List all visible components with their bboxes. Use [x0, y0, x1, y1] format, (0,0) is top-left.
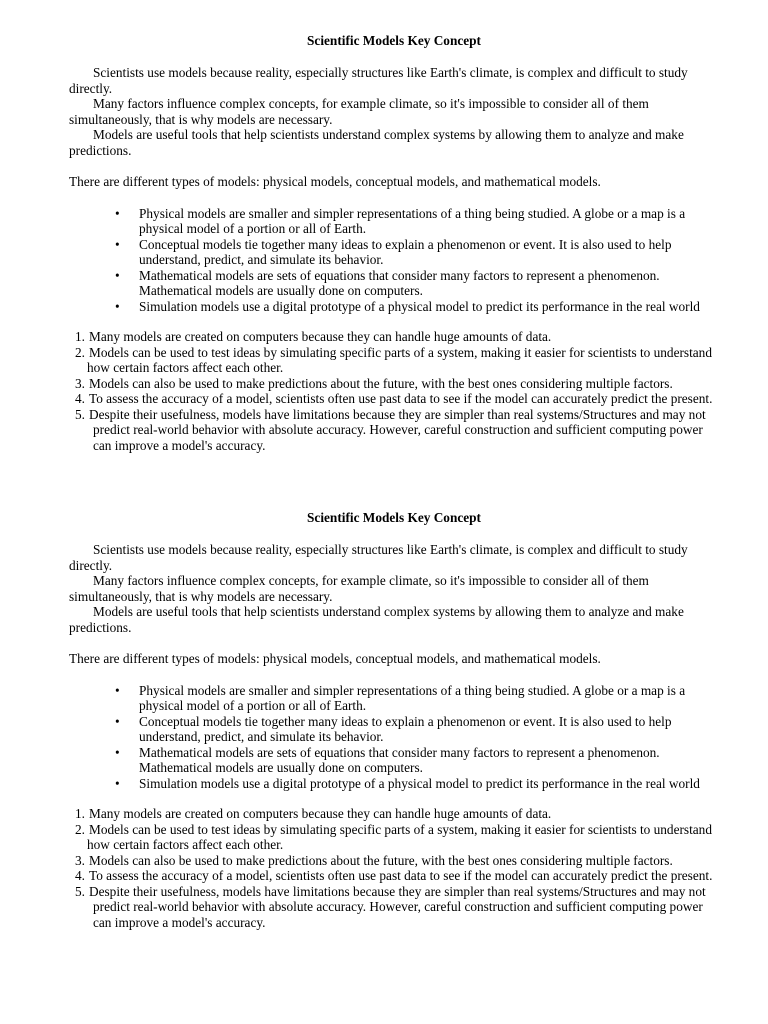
intro-text: There are different types of models: physical models, conceptual models, and mathematical models.	[69, 651, 601, 666]
list-item	[115, 713, 719, 745]
bullet-list	[69, 683, 719, 792]
paragraph: Models are useful tools that help scientists understand complex systems by allowing them to analyze and make predictions.	[69, 127, 684, 158]
list-item	[75, 868, 719, 884]
list-number: 4.	[75, 391, 85, 406]
bullet-text: Simulation models use a digital prototype of a physical model to predict its performance in the real world	[139, 775, 700, 791]
list-item	[115, 236, 719, 268]
list-number: 2.	[75, 821, 85, 837]
list-item	[75, 391, 719, 407]
list-number: 1.	[75, 806, 85, 821]
bullet-icon: •	[115, 236, 120, 252]
list-text: Models can also be used to make predictions about the future, with the best ones considering multiple factors.	[89, 852, 673, 868]
list-item	[75, 884, 719, 931]
list-number: 2.	[75, 344, 85, 360]
list-text: Despite their usefulness, models have limitations because they are simpler than real systems/Structures and may not predict real-world behavior with absolute accuracy. However, careful construction and sufficient computing power can improve a model's accuracy.	[89, 406, 706, 453]
list-number: 5.	[75, 883, 85, 899]
list-item	[115, 682, 719, 714]
paragraph: Scientists use models because reality, especially structures like Earth's climate, is complex and difficult to study directly.	[69, 542, 688, 573]
list-item	[75, 822, 719, 853]
list-item	[75, 345, 719, 376]
bullet-text: Conceptual models tie together many ideas to explain a phenomenon or event. It is also used to help understand, predict, and simulate its behavior.	[139, 236, 672, 267]
list-item	[115, 298, 719, 315]
intro-text: There are different types of models: physical models, conceptual models, and mathematical models.	[69, 174, 601, 189]
bullet-icon: •	[115, 713, 120, 729]
bullet-text: Mathematical models are sets of equations that consider many factors to represent a phenomenon. Mathematical models are usually done on computers.	[139, 267, 660, 298]
list-number: 5.	[75, 406, 85, 422]
bullet-text: Simulation models use a digital prototype of a physical model to predict its performance in the real world	[139, 298, 700, 314]
bullet-icon: •	[115, 682, 120, 698]
list-item	[115, 267, 719, 299]
list-item	[115, 205, 719, 237]
paragraph: Models are useful tools that help scientists understand complex systems by allowing them to analyze and make predictions.	[69, 604, 684, 635]
list-text: Models can be used to test ideas by simulating specific parts of a system, making it easier for scientists to understand how certain factors affect each other.	[87, 344, 712, 375]
list-item	[115, 744, 719, 776]
paragraph: Many factors influence complex concepts, for example climate, so it's impossible to consider all of them simultaneously, that is why models are necessary.	[69, 96, 649, 127]
content-section-2	[69, 509, 719, 930]
list-text: Despite their usefulness, models have limitations because they are simpler than real systems/Structures and may not predict real-world behavior with absolute accuracy. However, careful construction and sufficient computing power can improve a model's accuracy.	[89, 883, 706, 930]
list-text: Models can be used to test ideas by simulating specific parts of a system, making it easier for scientists to understand how certain factors affect each other.	[87, 821, 712, 852]
list-item	[75, 376, 719, 392]
list-item	[75, 407, 719, 454]
bullet-text: Physical models are smaller and simpler representations of a thing being studied. A globe or a map is a physical model of a portion or all of Earth.	[139, 205, 686, 236]
bullet-text: Conceptual models tie together many ideas to explain a phenomenon or event. It is also used to help understand, predict, and simulate its behavior.	[139, 713, 672, 744]
list-item	[115, 775, 719, 792]
paragraph: Many factors influence complex concepts, for example climate, so it's impossible to consider all of them simultaneously, that is why models are necessary.	[69, 573, 649, 604]
list-text: To assess the accuracy of a model, scientists often use past data to see if the model can accurately predict the present.	[89, 391, 713, 406]
bullet-list	[69, 206, 719, 315]
list-number: 3.	[75, 375, 85, 391]
list-item	[75, 806, 719, 822]
bullet-icon: •	[115, 744, 120, 760]
paragraph: Scientists use models because reality, especially structures like Earth's climate, is complex and difficult to study directly.	[69, 65, 688, 96]
page-title: Scientific Models Key Concept	[307, 33, 481, 48]
numbered-list	[69, 329, 719, 453]
bullet-icon: •	[115, 267, 120, 283]
bullet-icon: •	[115, 775, 120, 791]
list-number: 1.	[75, 329, 85, 344]
list-text: Many models are created on computers because they can handle huge amounts of data.	[89, 806, 552, 821]
page-title: Scientific Models Key Concept	[307, 510, 481, 525]
list-text: Models can also be used to make predictions about the future, with the best ones considering multiple factors.	[89, 375, 673, 391]
bullet-text: Physical models are smaller and simpler representations of a thing being studied. A globe or a map is a physical model of a portion or all of Earth.	[139, 682, 686, 713]
list-item	[75, 329, 719, 345]
bullet-icon: •	[115, 298, 120, 314]
numbered-list	[69, 806, 719, 930]
list-number: 4.	[75, 868, 85, 883]
list-item	[75, 853, 719, 869]
list-text: To assess the accuracy of a model, scientists often use past data to see if the model can accurately predict the present.	[89, 868, 713, 883]
content-section-1	[69, 32, 719, 453]
bullet-text: Mathematical models are sets of equations that consider many factors to represent a phenomenon. Mathematical models are usually done on computers.	[139, 744, 660, 775]
list-text: Many models are created on computers because they can handle huge amounts of data.	[89, 329, 552, 344]
list-number: 3.	[75, 852, 85, 868]
bullet-icon: •	[115, 205, 120, 221]
